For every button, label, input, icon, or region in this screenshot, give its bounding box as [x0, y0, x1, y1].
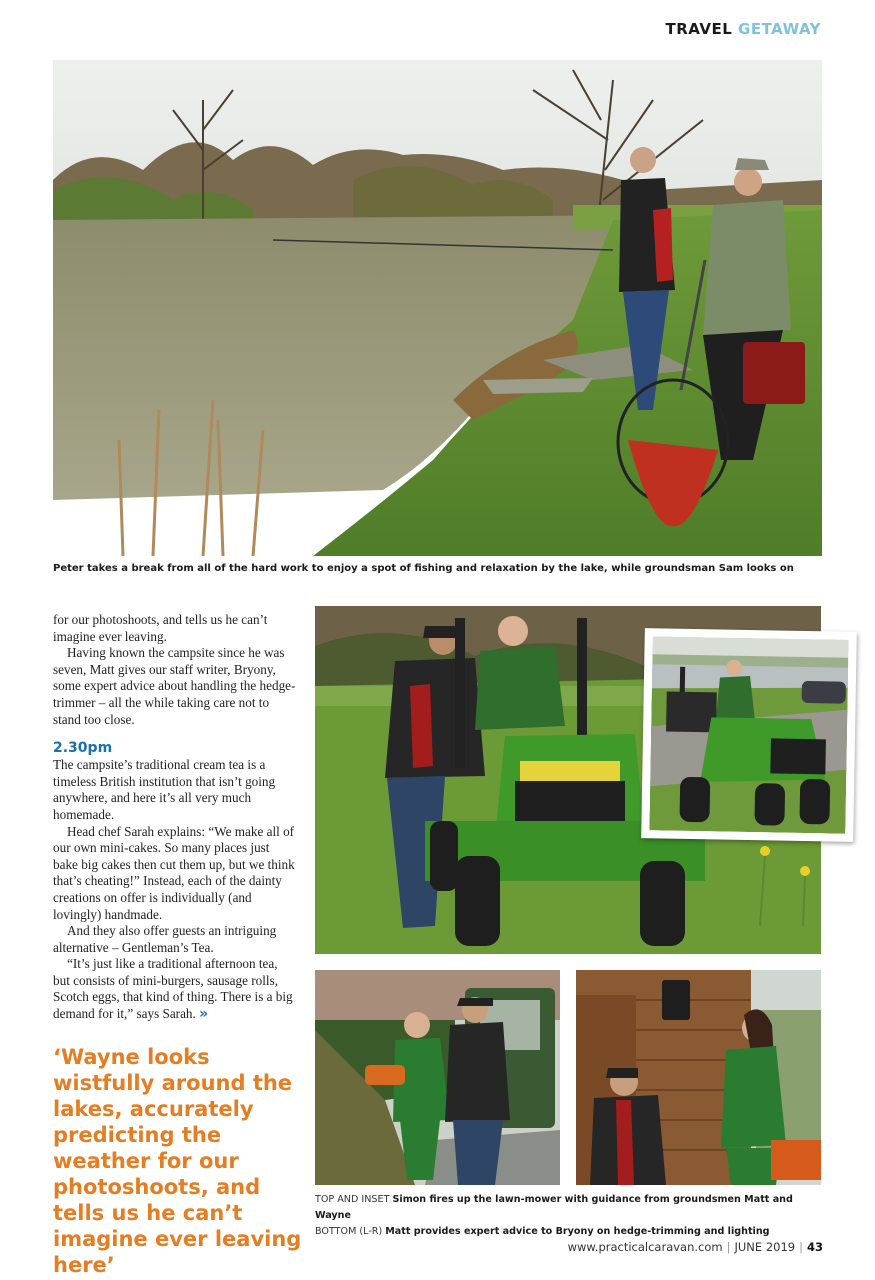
- article-paragraph-last: [53, 956, 297, 1022]
- footer-url: www.practicalcaravan.com: [567, 1240, 723, 1254]
- article-paragraph-text: “It’s just like a traditional afternoon tea, but consists of mini-burgers, sausage rolls, Scotch eggs, that kind of thing. There is a big demand for it,” says Sarah.: [53, 956, 293, 1022]
- continue-arrow-icon: »: [199, 1006, 209, 1023]
- article-paragraph: for our photoshoots, and tells us he can’t imagine ever leaving.: [53, 612, 268, 644]
- bottom-photos-caption: [315, 1224, 825, 1240]
- section-label: TRAVEL: [665, 20, 733, 38]
- bottom-captions: [315, 1192, 825, 1240]
- article-paragraph: The campsite’s traditional cream tea is a timeless British institution that isn’t going anywhere, and here it’s all very much homemade.: [53, 757, 276, 822]
- inset-lawn-mower-photo: [649, 636, 848, 833]
- caption-label: BOTTOM (L-R): [315, 1226, 383, 1237]
- article-paragraph: And they also offer guests an intriguing alternative – Gentleman’s Tea.: [53, 923, 277, 955]
- article-paragraph: Having known the campsite since he was seven, Matt gives our staff writer, Bryony, some expert advice about handling the hedge-trimmer – all the while taking care not to stand too close.: [53, 645, 296, 727]
- pull-quote: ‘Wayne looks wistfully around the lakes, accurately predicting the weather for our photoshoots, and tells us he can’t imagine ever leaving here’: [53, 1045, 302, 1277]
- lighting-photo: [576, 970, 821, 1185]
- caption-label: TOP AND INSET: [315, 1194, 390, 1205]
- caption-text: Simon fires up the lawn-mower with guidance from groundsmen Matt and Wayne: [315, 1194, 793, 1221]
- main-photo-caption: [315, 1192, 825, 1224]
- article-body: [53, 612, 297, 1023]
- inset-photo-frame: [641, 628, 857, 842]
- fishing-lake-photo: [53, 60, 822, 556]
- page-number: 43: [806, 1240, 823, 1254]
- time-heading: 2.30pm: [53, 740, 113, 757]
- hedge-trimming-photo: [315, 970, 560, 1185]
- page-footer: www.practicalcaravan.com | JUNE 2019 | 43: [567, 1240, 823, 1254]
- subsection-label: GETAWAY: [738, 20, 821, 38]
- top-photo-caption: Peter takes a break from all of the hard work to enjoy a spot of fishing and relaxation by the lake, while groundsman Sam looks on: [53, 563, 794, 574]
- section-header: [666, 20, 822, 38]
- footer-issue: JUNE 2019: [734, 1240, 796, 1254]
- article-paragraph: Head chef Sarah explains: “We make all of our own mini-cakes. So many places just bake big cakes then cut them up, but we think that’s cheating!” Instead, each of the dainty creations on offer is individually (and lovingly) handmade.: [53, 823, 295, 922]
- caption-text: Matt provides expert advice to Bryony on hedge-trimming and lighting: [385, 1226, 770, 1237]
